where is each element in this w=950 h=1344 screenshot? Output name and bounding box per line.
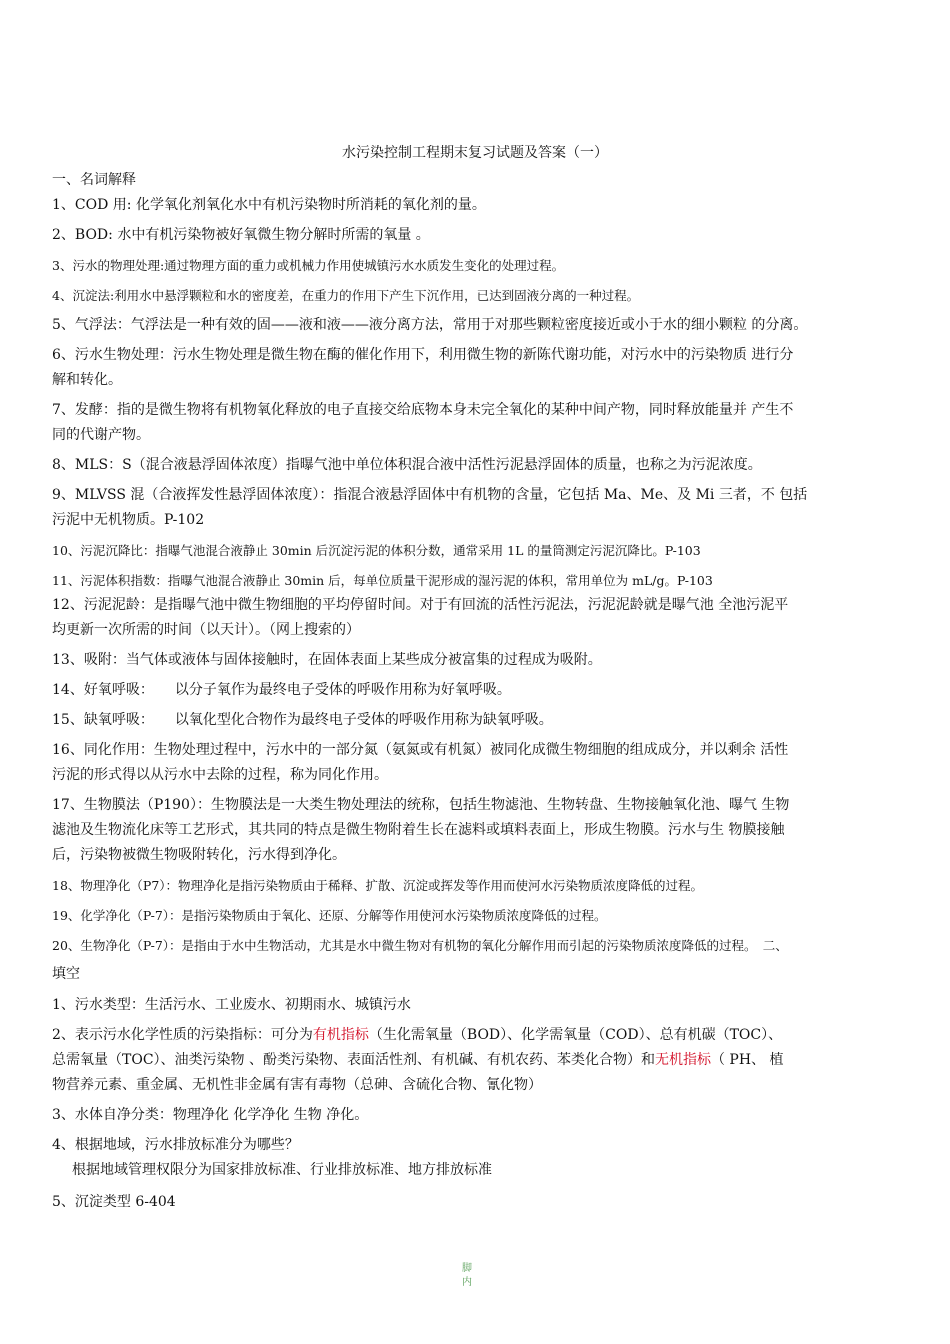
document-title: 水污染控制工程期末复习试题及答案（一） [342,145,608,161]
definition-biological-purification: 20、生物净化（P-7）：是指由于水中生物活动，尤其是水中微生物对有机物的氧化分解作用而引起的污染物质浓度降低的过程。 二、 [52,938,788,953]
definition-fermentation-cont: 同的代谢产物。 [52,427,150,443]
fill-discharge-standards-answer: 根据地域管理权限分为国家排放标准、行业排放标准、地方排放标准 [72,1162,492,1178]
definition-biofilm: 17、生物膜法（P190）：生物膜法是一大类生物处理法的统称，包括生物滤池、生物转盘、生物接触氧化池、曝气 生物 [52,797,790,813]
indicator-text-b: （生化需氧量（BOD）、化学需氧量（COD）、总有机碳（TOC）、 [368,1027,783,1043]
fill-sewage-types: 1、污水类型：生活污水、工业废水、初期雨水、城镇污水 [52,997,411,1013]
definition-svi: 11、污泥体积指数：指曝气池混合液静止 30min 后，每单位质量干泥形成的湿污泥的体积，常用单位为 mL/g。P-103 [52,573,713,588]
definition-biological-treatment: 6、污水生物处理：污水生物处理是微生物在酶的催化作用下，利用微生物的新陈代谢功能，对污水中的污染物质 进行分 [52,347,794,363]
fill-sedimentation-types: 5、沉淀类型 6-404 [52,1194,176,1210]
definition-flotation: 5、气浮法：气浮法是一种有效的固——液和液——液分离方法，常用于对那些颗粒密度接近或小于水的细小颗粒 的分离。 [52,317,808,333]
organic-indicator-label: 有机指标 [312,1027,369,1043]
definition-bod: 2、BOD: 水中有机污染物被好氧微生物分解时所需的氧量 。 [52,227,430,243]
definition-assimilation: 16、同化作用：生物处理过程中，污水中的一部分氮（氨氮或有机氮）被同化成微生物细胞的组成成分，并以剩余 活性 [52,742,789,758]
definition-mlss: 8、MLS：S（混合液悬浮固体浓度）指曝气池中单位体积混合液中活性污泥悬浮固体的质量，也称之为污泥浓度。 [52,457,762,473]
definition-mlvss: 9、MLVSS 混（合液挥发性悬浮固体浓度）：指混合液悬浮固体中有机物的含量，它包括 Ma、Me、及 Mi 三者，不 包括 [52,487,808,503]
definition-biological-treatment-cont: 解和转化。 [52,372,122,388]
fill-discharge-standards-question: 4、根据地域，污水排放标准分为哪些？ [52,1137,299,1153]
footer-char-1: 脚 [462,1263,472,1274]
definition-cod: 1、COD 用: 化学氧化剂氧化水中有机污染物时所消耗的氧化剂的量。 [52,197,486,213]
definition-adsorption: 13、吸附：当气体或液体与固体接触时，在固体表面上某些成分被富集的过程成为吸附。 [52,652,602,668]
inorganic-indicator-label: 无机指标 [654,1052,711,1068]
fill-chemical-indicators-cont [52,1048,910,1073]
definition-chemical-purification: 19、化学净化（P-7）：是指污染物质由于氧化、还原、分解等作用使河水污染物质浓度降低的过程。 [52,908,607,923]
indicator-text-c: （ PH、 植 [710,1052,784,1068]
definition-biofilm-cont1: 滤池及生物流化床等工艺形式，其共同的特点是微生物附着生长在滤料或填料表面上，形成生物膜。污水与生 物膜接触 [52,822,785,838]
indicator-text-a: 2、表示污水化学性质的污染指标：可分为 [52,1027,313,1043]
definition-physical-treatment: 3、污水的物理处理:通过物理方面的重力或机械力作用使城镇污水水质发生变化的处理过程。 [52,258,565,273]
page-footer [455,1262,479,1290]
fill-chemical-indicators-cont2: 物营养元素、重金属、无机性非金属有害有毒物（总砷、含硫化合物、氰化物） [52,1077,542,1093]
definition-sv: 10、污泥沉降比：指曝气池混合液静止 30min 后沉淀污泥的体积分数，通常采用 1L 的量筒测定污泥沉降比。P-103 [52,543,701,558]
definition-physical-purification: 18、物理净化（P7）：物理净化是指污染物质由于稀释、扩散、沉淀或挥发等作用而使河水污染物质浓度降低的过程。 [52,878,704,893]
indicator-text-line2: 总需氧量（TOC）、油类污染物 、酚类污染物、表面活性剂、有机碱、有机农药、苯类化合物）和 [52,1052,655,1068]
definition-sludge-age: 12、污泥泥龄：是指曝气池中微生物细胞的平均停留时间。对于有回流的活性污泥法，污泥泥龄就是曝气池 全池污泥平 [52,597,789,613]
definition-aerobic-respiration: 14、好氧呼吸： 以分子氧作为最终电子受体的呼吸作用称为好氧呼吸。 [52,682,511,698]
definition-sedimentation: 4、沉淀法:利用水中悬浮颗粒和水的密度差，在重力的作用下产生下沉作用，已达到固液分离的一种过程。 [52,288,640,303]
section-heading-definitions: 一、名词解释 [52,172,136,188]
fill-chemical-indicators [52,1023,910,1048]
definition-mlvss-cont: 污泥中无机物质。P-102 [52,512,205,528]
definition-biofilm-cont2: 后，污染物被微生物吸附转化，污水得到净化。 [52,847,346,863]
definition-sludge-age-cont: 均更新一次所需的时间（以天计）。（网上搜索的） [52,622,360,638]
definition-assimilation-cont: 污泥的形式得以从污水中去除的过程，称为同化作用。 [52,767,388,783]
fill-self-purification: 3、水体自净分类：物理净化 化学净化 生物 净化。 [52,1107,369,1123]
footer-char-2: 内 [462,1277,472,1288]
definition-anoxic-respiration: 15、缺氧呼吸： 以氧化型化合物作为最终电子受体的呼吸作用称为缺氧呼吸。 [52,712,553,728]
definition-fermentation: 7、发酵：指的是微生物将有机物氧化释放的电子直接交给底物本身未完全氧化的某种中间产物，同时释放能量并 产生不 [52,402,794,418]
section-heading-fill-blank: 填空 [52,966,80,982]
